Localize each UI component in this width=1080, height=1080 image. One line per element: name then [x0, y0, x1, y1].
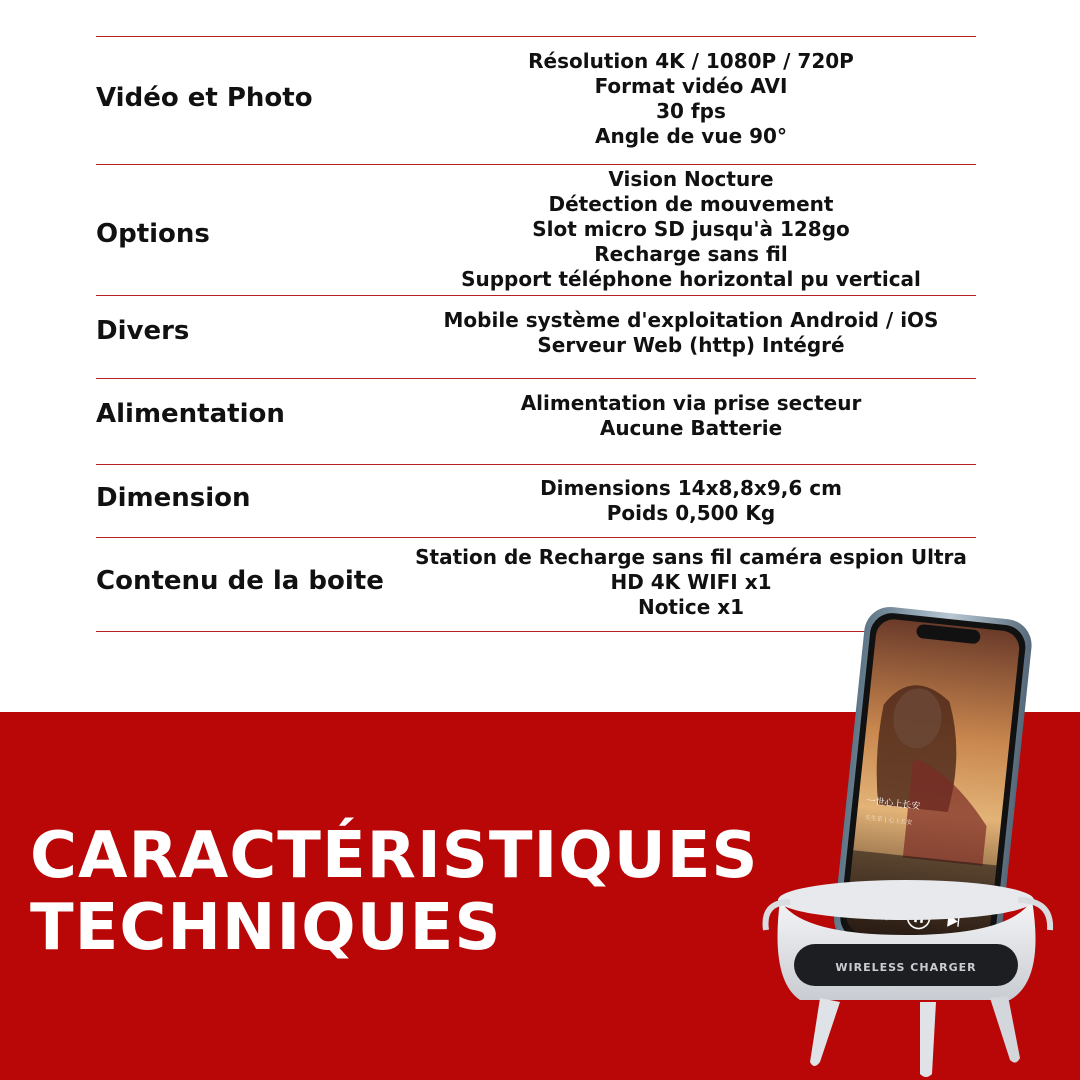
spec-row-dimension	[96, 464, 976, 538]
spec-line: Angle de vue 90°	[595, 124, 787, 148]
spec-row-options	[96, 164, 976, 296]
headline-line-2: TECHNIQUES	[30, 891, 502, 965]
phone-on-wireless-charger-icon	[760, 600, 1060, 1080]
headline	[30, 820, 759, 964]
spec-value	[386, 391, 996, 441]
spec-line: Format vidéo AVI	[594, 74, 788, 98]
spec-line: Support téléphone horizontal pu vertical	[461, 267, 921, 291]
spec-label: Contenu de la boite	[96, 566, 384, 596]
spec-value	[386, 308, 996, 358]
spec-line: Notice x1	[637, 595, 745, 619]
charger-label: WIRELESS CHARGER	[835, 961, 977, 974]
spec-label: Divers	[96, 316, 190, 346]
spec-line: Résolution 4K / 1080P / 720P	[528, 49, 854, 73]
spec-label: Vidéo et Photo	[96, 83, 313, 113]
spec-row-alimentation	[96, 378, 976, 465]
spec-line: Poids 0,500 Kg	[606, 501, 776, 525]
headline-line-1: CARACTÉRISTIQUES	[30, 819, 759, 893]
spec-line: Mobile système d'exploitation Android / iOS	[443, 308, 939, 332]
spec-value	[386, 167, 996, 292]
spec-line: Alimentation via prise secteur	[520, 391, 862, 415]
spec-line: HD 4K WIFI x1	[610, 570, 772, 594]
spec-line: Serveur Web (http) Intégré	[537, 333, 845, 357]
spec-row-divers	[96, 295, 976, 379]
spec-line: Recharge sans fil	[594, 242, 788, 266]
spec-value	[386, 49, 996, 149]
spec-row-video	[96, 36, 976, 165]
spec-line: Détection de mouvement	[548, 192, 834, 216]
spec-line: Station de Recharge sans fil caméra espion Ultra	[415, 545, 967, 569]
spec-label: Dimension	[96, 483, 251, 513]
spec-value	[386, 476, 996, 526]
spec-line: Slot micro SD jusqu'à 128go	[532, 217, 850, 241]
spec-line: Aucune Batterie	[599, 416, 783, 440]
spec-line: Vision Nocture	[608, 167, 774, 191]
spec-label: Options	[96, 219, 210, 249]
song-artist: 天生乐 | 心上长安	[864, 814, 913, 827]
song-title: 一世心上长安	[865, 796, 921, 813]
spec-line: Dimensions 14x8,8x9,6 cm	[540, 476, 842, 500]
spec-line: 30 fps	[656, 99, 726, 123]
spec-label: Alimentation	[96, 399, 285, 429]
